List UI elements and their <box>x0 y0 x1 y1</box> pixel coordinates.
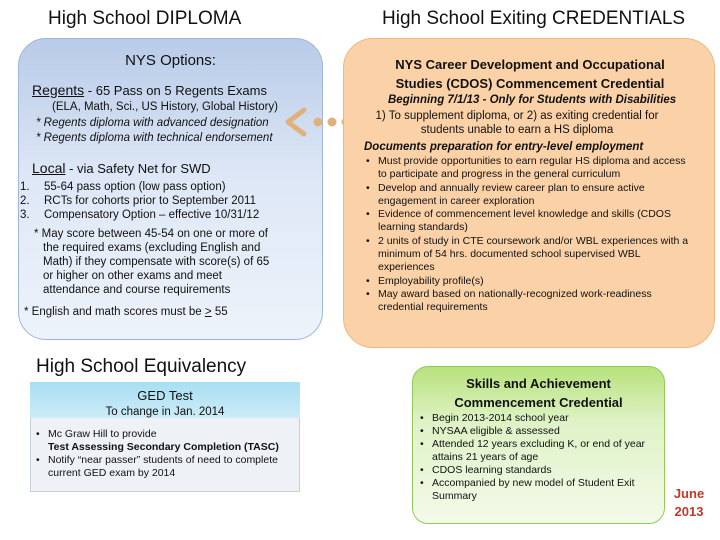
local-requirement: - via Safety Net for SWD <box>65 161 211 176</box>
local-option: 2. RCTs for cohorts prior to September 2011 <box>20 195 256 207</box>
skills-item: • NYSAA eligible & assessed <box>420 425 662 438</box>
skills-item: • CDOS learning standards <box>420 464 662 477</box>
cdos-requirement: • Develop and annually review career plan to ensure active engagement in career exploration <box>366 182 691 209</box>
arrow-head-icon <box>288 110 304 134</box>
skills-item: • Attended 12 years excluding K, or end of year attains 21 years of age <box>420 438 662 464</box>
english-math-note: * English and math scores must be > 55 <box>24 306 228 318</box>
heading-diploma: High School DIPLOMA <box>48 8 242 29</box>
ged-list <box>36 428 296 480</box>
cdos-title: NYS Career Development and Occupational Studies (CDOS) Commencement Credential <box>395 57 665 91</box>
date-label <box>664 485 714 521</box>
regents-line <box>32 82 322 98</box>
nys-options-title: NYS Options: <box>125 52 216 69</box>
local-option: 1. 55-64 pass option (low pass option) <box>20 181 226 193</box>
cdos-requirement: • Employability profile(s) <box>366 275 691 288</box>
cdos-requirement: • Evidence of commencement level knowledge and skills (CDOS learning standards) <box>366 208 691 235</box>
skills-title: Skills and Achievement Commencement Credential <box>454 376 623 410</box>
local-line <box>32 160 322 176</box>
local-option: 3. Compensatory Option – effective 10/31/12 <box>20 209 260 221</box>
cdos-subtitle: Beginning 7/1/13 - Only for Students with Disabilities <box>388 94 677 106</box>
ged-item-tasc: • Mc Graw Hill to provide Test Assessing Secondary Completion (TASC) <box>36 428 296 454</box>
ged-title: GED Test <box>137 388 193 403</box>
local-label: Local <box>32 160 66 176</box>
date-year: 2013 <box>674 504 704 519</box>
skills-item: • Accompanied by new model of Student Exit Summary <box>420 477 662 503</box>
regents-technical-endorsement: * Regents diploma with technical endorsement <box>36 132 273 144</box>
ged-item-notify: • Notify “near passer” students of need to complete current GED exam by 2014 <box>36 454 296 480</box>
heading-exiting-credentials: High School Exiting CREDENTIALS <box>382 8 686 29</box>
regents-requirement: - 65 Pass on 5 Regents Exams <box>84 83 267 98</box>
cdos-requirement: • 2 units of study in CTE coursework and/or WBL experiences with a minimum of 54 hrs. documented school supervised WBL experiences <box>366 235 691 275</box>
compensatory-note: * May score between 45-54 on one or more of the required exams (excluding English and Math) if they compensate with score(s) of 65 or higher on other exams and meet attendance and course requirements <box>34 228 270 296</box>
cdos-requirement: • May award based on nationally-recognized work-readiness credential requirements <box>366 288 691 315</box>
skills-list <box>420 412 662 503</box>
skills-item: • Begin 2013-2014 school year <box>420 412 662 425</box>
regents-subjects: (ELA, Math, Sci., US History, Global History) <box>52 101 279 113</box>
cdos-preparation: Documents preparation for entry-level employment <box>364 141 644 153</box>
date-month: June <box>673 486 705 501</box>
arrow-dot <box>314 118 323 127</box>
local-options-list <box>20 180 315 222</box>
ged-change-note: To change in Jan. 2014 <box>105 406 225 418</box>
cdos-requirements-list <box>366 155 691 315</box>
heading-equivalency: High School Equivalency <box>36 356 247 377</box>
cdos-purpose: 1) To supplement diploma, or 2) as exiting credential for students unable to earn a HS diploma <box>375 110 659 136</box>
regents-advanced-designation: * Regents diploma with advanced designation <box>36 117 269 129</box>
arrow-dot <box>328 118 337 127</box>
regents-label: Regents <box>32 82 85 98</box>
cdos-requirement: • Must provide opportunities to earn regular HS diploma and access to participate and progress in the general curriculum <box>366 155 691 182</box>
